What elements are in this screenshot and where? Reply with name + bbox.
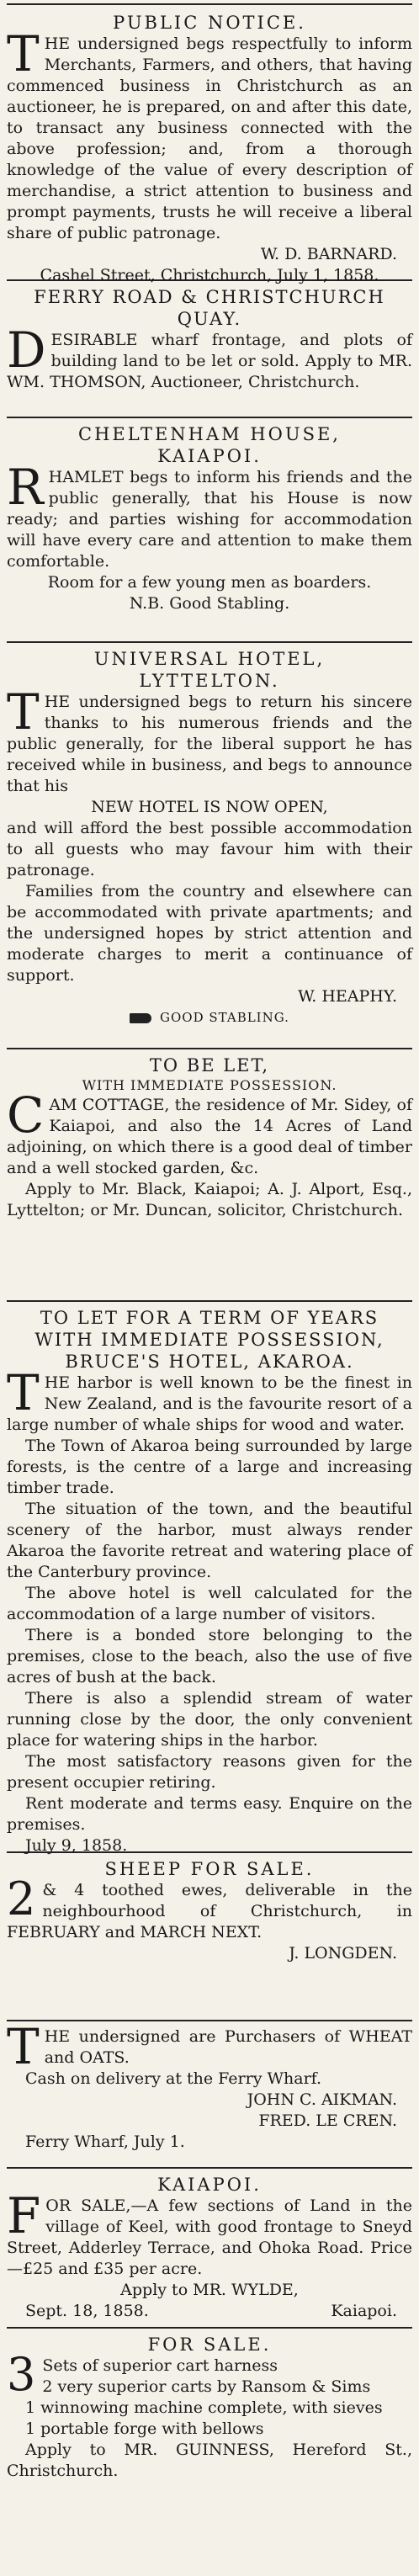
ad-subtitle: LYTTELTON. xyxy=(139,671,280,691)
ad-line: Cash on delivery at the Ferry Wharf. xyxy=(25,2069,322,2088)
drop-cap: 2 xyxy=(7,1872,36,1925)
signature: W. HEAPHY. xyxy=(298,987,397,1006)
ad-title: FERRY ROAD & CHRISTCHURCH QUAY. xyxy=(34,287,385,329)
signature: J. LONGDEN. xyxy=(289,1944,397,1963)
ad-date: Sept. 18, 1858. xyxy=(25,2302,149,2320)
ad-body: & 4 toothed ewes, deliverable in the neighbourhood of Christchurch, in FEBRUARY and MARCH NEXT. xyxy=(7,1881,412,1941)
ad-subtitle: WITH IMMEDIATE POSSESSION. xyxy=(82,1077,337,1093)
rule xyxy=(7,417,412,418)
ad-item: 1 portable forge with bellows xyxy=(25,2419,264,2438)
drop-cap: R xyxy=(7,459,44,516)
ad-paragraph: Families from the country and elsewhere can be accommodated with private apartments; and the undersigned hopes by strict attention and moderate charges to merit a continuance of support. xyxy=(7,882,412,985)
rule xyxy=(7,1048,412,1049)
drop-cap: 3 xyxy=(7,2348,36,2401)
ad-apply: Apply to MR. WYLDE, xyxy=(120,2281,299,2299)
ad-wheat-oats xyxy=(7,2018,412,2153)
ad-body: AM COTTAGE, the residence of Mr. Sidey, of Kaiapoi, and also the 14 Acres of Land adjoining, on which there is a good deal of timber and a well stocked garden, &c. xyxy=(7,1096,412,1177)
drop-cap: T xyxy=(7,25,40,82)
ad-body: HAMLET begs to inform his friends and the public generally, that his House is now ready; and parties wishing for accommodation will have every care and attention to make them comfortable. xyxy=(7,468,412,571)
ad-title: FOR SALE. xyxy=(147,2334,272,2355)
ad-body: ESIRABLE wharf frontage, and plots of building land to be let or sold. Apply to MR. WM. THOMSON, Auctioneer, Christchurch. xyxy=(7,331,412,391)
ad-line: Room for a few young men as boarders. xyxy=(47,573,372,592)
ad-paragraph: The situation of the town, and the beautiful scenery of the harbor, must always render Akaroa the favorite retreat and watering place of the Canterbury province. xyxy=(7,1500,412,1581)
ad-bruces-hotel xyxy=(7,1307,412,1856)
rule xyxy=(7,2167,412,2169)
signature: JOHN C. AIKMAN. xyxy=(247,2090,397,2109)
ad-date-row xyxy=(7,2301,412,2322)
ad-footer: GOOD STABLING. xyxy=(7,1007,412,1028)
ad-title: KAIAPOI. xyxy=(157,2175,262,2195)
ad-title: UNIVERSAL HOTEL, xyxy=(93,649,326,669)
drop-cap: T xyxy=(7,683,40,741)
ad-paragraph: and will afford the best possible accommodation to all guests who may favour him with their patronage. xyxy=(7,819,412,879)
ad-body: HE undersigned begs respectfully to inform Merchants, Farmers, and others, that having commenced business in Christchurch as an auctioneer, he is prepared, on and after this date, to transact any business connected with the above profession; and, from a thorough knowledge of the value of every description of merchandise, a strict attention to business and prompt payments, trusts he will receive a liberal share of public patronage. xyxy=(7,35,412,242)
ad-universal-hotel xyxy=(7,648,412,1028)
ad-title: PUBLIC NOTICE. xyxy=(113,13,306,33)
ad-public-notice xyxy=(7,12,412,286)
ad-title: SHEEP FOR SALE. xyxy=(104,1859,315,1879)
ad-item: Sets of superior cart harness xyxy=(42,2356,278,2375)
ad-line: N.B. Good Stabling. xyxy=(129,594,290,613)
ad-paragraph: There is also a splendid stream of water running close by the door, the only convenient place for watering ships in the harbor. xyxy=(7,1689,412,1750)
ad-cheltenham-house xyxy=(7,423,412,614)
rule xyxy=(7,2020,412,2021)
ad-paragraph: There is a bonded store belonging to the premises, close to the beach, also the use of five acres of bush at the back. xyxy=(7,1626,412,1686)
ad-to-be-let xyxy=(7,1054,412,1221)
rule xyxy=(7,3,412,5)
ad-paragraph: Rent moderate and terms easy. Enquire on the premises. xyxy=(7,1794,412,1834)
ad-kaiapoi-land xyxy=(7,2174,412,2322)
ad-sheep-for-sale xyxy=(7,1858,412,1964)
ad-for-sale-carts xyxy=(7,2334,412,2482)
ad-body: HE undersigned begs to return his sincere thanks to his numerous friends and the public generally, for the liberal support he has received while in business, and begs to announce that his xyxy=(7,693,412,795)
ad-date: July 9, 1858. xyxy=(25,1836,128,1855)
ad-body: OR SALE,—A few sections of Land in the village of Keel, with good frontage to Sneyd Street, Adderley Terrace, and Ohoka Road. Price—£25 and £35 per acre. xyxy=(7,2196,412,2278)
ad-title: CHELTENHAM HOUSE, xyxy=(78,424,341,444)
ad-emphasis: NEW HOTEL IS NOW OPEN, xyxy=(91,798,328,816)
rule xyxy=(7,1300,412,1302)
ad-paragraph: The Town of Akaroa being surrounded by large forests, is the centre of a large and increasing timber trade. xyxy=(7,1437,412,1497)
ad-title: WITH IMMEDIATE POSSESSION, xyxy=(34,1330,385,1350)
dateline: Ferry Wharf, July 1. xyxy=(25,2133,185,2151)
ad-item: 2 very superior carts by Ransom & Sims xyxy=(42,2377,371,2396)
dateline: Cashel Street, Christchurch, July 1, 1858. xyxy=(40,266,379,284)
ad-body: HE undersigned are Purchasers of WHEAT and OATS. xyxy=(44,2027,412,2067)
signature: W. D. BARNARD. xyxy=(260,245,397,263)
ad-apply: Apply to MR. GUINNESS, Hereford St., Christchurch. xyxy=(7,2441,412,2480)
ad-paragraph: The above hotel is well calculated for the accommodation of a large number of visitors. xyxy=(7,1584,412,1623)
drop-cap: C xyxy=(7,1086,45,1144)
drop-cap: T xyxy=(7,2018,40,2075)
ad-paragraph: Apply to Mr. Black, Kaiapoi; A. J. Alport, Esq., Lyttelton; or Mr. Duncan, solicitor, Christchurch. xyxy=(7,1180,412,1219)
ad-place: Kaiapoi. xyxy=(331,2302,397,2320)
drop-cap: T xyxy=(7,1364,40,1421)
ad-title: BRUCE'S HOTEL, AKAROA. xyxy=(65,1352,354,1372)
drop-cap: F xyxy=(7,2187,41,2244)
drop-cap: D xyxy=(7,321,46,379)
pointing-hand-icon xyxy=(130,1013,151,1023)
ad-item: 1 winnowing machine complete, with sieves xyxy=(25,2398,383,2417)
ad-paragraph: The most satisfactory reasons given for the present occupier retiring. xyxy=(7,1752,412,1792)
ad-ferry-road xyxy=(7,286,412,393)
ad-title: TO LET FOR A TERM OF YEARS xyxy=(40,1308,379,1328)
ad-title: TO BE LET, xyxy=(149,1055,270,1076)
rule xyxy=(7,641,412,643)
ad-body: HE harbor is well known to be the finest in New Zealand, and is the favourite resort of a large number of whale ships for wood and water. xyxy=(7,1373,412,1434)
signature: FRED. LE CREN. xyxy=(258,2111,397,2130)
rule xyxy=(7,2327,412,2329)
ad-subtitle: KAIAPOI. xyxy=(157,446,262,466)
